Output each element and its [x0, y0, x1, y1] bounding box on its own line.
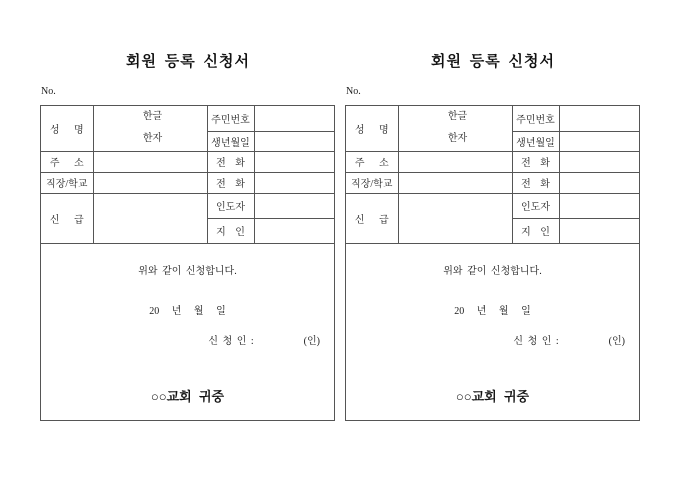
phone-value-cell [559, 151, 639, 172]
faith-level-label-cell: 신 급 [41, 193, 93, 243]
date-line: 20 년 월 일 [149, 305, 226, 317]
introducer-label-cell: 인도자 [512, 193, 559, 218]
introducer-value-cell [559, 193, 639, 218]
phone-label-cell: 전 화 [512, 151, 559, 172]
no-label: No. [41, 86, 56, 97]
faith-level-label-cell: 신 급 [346, 193, 398, 243]
name-label-cell: 성 명 [41, 106, 93, 151]
address-value-cell [398, 151, 512, 172]
form-title: 회원 등록 신청서 [126, 54, 250, 70]
acquaintance-value-cell [559, 218, 639, 243]
address-label-cell: 주 소 [346, 151, 398, 172]
applicant-label: 신 청 인 : [513, 335, 559, 347]
application-statement: 위와 같이 신청합니다. [138, 265, 237, 277]
form-lower-section [346, 244, 639, 421]
name-hanja-label: 한자 [142, 133, 163, 145]
form-box [40, 105, 335, 421]
no-label: No. [346, 86, 361, 97]
phone-label-cell: 전 화 [207, 151, 254, 172]
acquaintance-value-cell [254, 218, 334, 243]
faith-level-value-cell [398, 193, 512, 243]
work-school-value-cell [93, 172, 207, 193]
name-hanja-label: 한자 [447, 133, 468, 145]
birth-date-value-cell [254, 131, 334, 151]
phone-value-cell [254, 151, 334, 172]
resident-no-value-cell [254, 106, 334, 131]
date-line: 20 년 월 일 [454, 305, 531, 317]
recipient-church: ○○교회 귀중 [455, 388, 530, 404]
application-statement: 위와 같이 신청합니다. [443, 265, 542, 277]
applicant-line [41, 332, 334, 347]
name-korean-hanja-cell [398, 106, 512, 151]
work-phone-value-cell [254, 172, 334, 193]
form-lower-section [41, 244, 334, 421]
work-phone-value-cell [559, 172, 639, 193]
work-school-value-cell [398, 172, 512, 193]
name-korean-label: 한글 [447, 111, 468, 123]
address-value-cell [93, 151, 207, 172]
work-school-label-cell: 직장/학교 [346, 172, 398, 193]
work-school-label-cell: 직장/학교 [41, 172, 93, 193]
acquaintance-label-cell: 지 인 [512, 218, 559, 243]
name-label-cell: 성 명 [346, 106, 398, 151]
seal-label: (인) [608, 335, 625, 347]
resident-no-label-cell: 주민번호 [207, 106, 254, 131]
resident-no-value-cell [559, 106, 639, 131]
name-korean-label: 한글 [142, 111, 163, 123]
form-table [41, 106, 334, 244]
faith-level-value-cell [93, 193, 207, 243]
applicant-line [346, 332, 639, 347]
form-table [346, 106, 639, 244]
introducer-value-cell [254, 193, 334, 218]
birth-date-value-cell [559, 131, 639, 151]
seal-label: (인) [303, 335, 320, 347]
applicant-label: 신 청 인 : [208, 335, 254, 347]
form-title: 회원 등록 신청서 [431, 54, 555, 70]
birth-date-label-cell: 생년월일 [512, 131, 559, 151]
introducer-label-cell: 인도자 [207, 193, 254, 218]
address-label-cell: 주 소 [41, 151, 93, 172]
form-box [345, 105, 640, 421]
work-phone-label-cell: 전 화 [207, 172, 254, 193]
membership-form-left [40, 0, 336, 481]
birth-date-label-cell: 생년월일 [207, 131, 254, 151]
work-phone-label-cell: 전 화 [512, 172, 559, 193]
resident-no-label-cell: 주민번호 [512, 106, 559, 131]
recipient-church: ○○교회 귀중 [150, 388, 225, 404]
acquaintance-label-cell: 지 인 [207, 218, 254, 243]
name-korean-hanja-cell [93, 106, 207, 151]
membership-form-right [345, 0, 641, 481]
